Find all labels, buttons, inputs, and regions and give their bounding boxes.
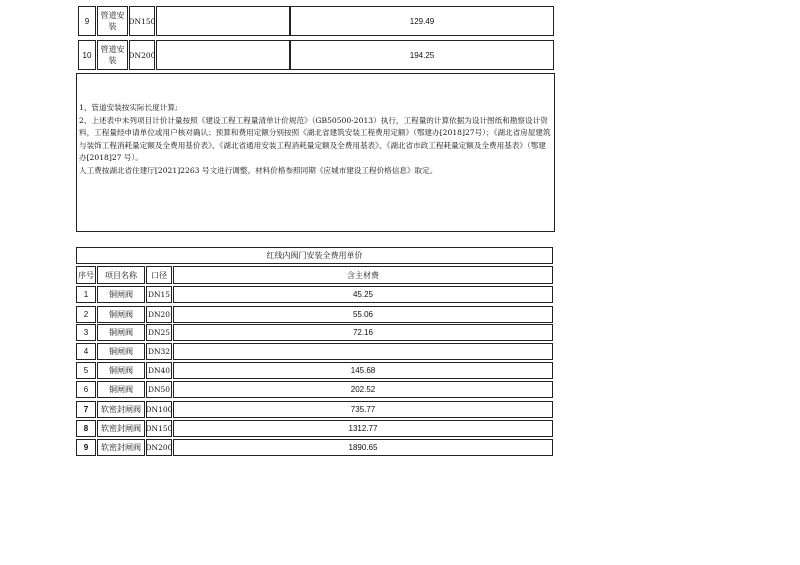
row-seq: 2 [76,306,96,323]
row-price: 1312.77 [173,420,553,437]
row-caliber: DN150 [146,420,172,437]
row-caliber: DN32 [146,343,172,360]
row-name: 软密封闸阀 [97,420,145,437]
notes-box [76,73,555,232]
row-price [173,343,553,360]
row-caliber: DN40 [146,362,172,379]
row-name: 软密封闸阀 [97,401,145,418]
row-seq: 3 [76,324,96,341]
header-seq: 序号 [76,266,96,284]
pipe-value-cell: 194.25 [290,40,554,70]
row-name: 铜闸阀 [97,343,145,360]
pipe-spec-cell: DN200 [129,40,155,70]
row-name: 铜闸阀 [97,324,145,341]
note-line-1: 1、管道安装按实际长度计算; [79,103,178,112]
row-seq: 8 [76,420,96,437]
row-price: 202.52 [173,381,553,398]
row-price: 72.16 [173,324,553,341]
header-caliber: 口径 [146,266,172,284]
row-seq: 1 [76,286,96,303]
note-line-3: 人工费按湖北省住建厅[2021]2263 号文进行调整。材料价格参照同期《应城市建设工程价格信息》取定。 [79,165,438,175]
row-caliber: DN15 [146,286,172,303]
row-price: 55.06 [173,306,553,323]
row-seq: 7 [76,401,96,418]
pipe-spec-cell: DN150 [129,6,155,36]
row-seq: 6 [76,381,96,398]
row-caliber: DN20 [146,306,172,323]
header-price: 含主材费 [173,266,553,284]
row-price: 735.77 [173,401,553,418]
row-caliber: DN25 [146,324,172,341]
row-name: 铜闸阀 [97,286,145,303]
pipe-seq-cell: 10 [78,40,96,70]
row-price: 45.25 [173,286,553,303]
pipe-item-cell: 管道安装 [97,40,128,70]
pipe-item-cell: 管道安装 [97,6,128,36]
pipe-blank-cell [156,6,290,36]
row-seq: 5 [76,362,96,379]
row-caliber: DN100 [146,401,172,418]
row-caliber: DN50 [146,381,172,398]
valve-table-title: 红线内阀门安装全费用单价 [76,247,553,264]
row-seq: 4 [76,343,96,360]
note-line-2: 2、上述表中未列项目计价计量按照《建设工程工程量清单计价规范》（GB50500-2013）执行，工程量的计算依据为设计图纸和勘察设计资料，工程量经申请单位或用户核对确认；预算和费用定额分别按照《湖北省建筑安装工程费用定额》（鄂建办[2018]27号）；《湖北省房屋建筑与装饰工程消耗量定额及全费用基价表》、《湖北省通用安装工程消耗量定额及全费用基表》、《湖北省市政工程耗量定额及全费用基表》（鄂建办[2018]27 号）。 [79,115,551,162]
row-seq: 9 [76,439,96,456]
row-name: 铜闸阀 [97,381,145,398]
header-name: 项目名称 [97,266,145,284]
row-name: 软密封闸阀 [97,439,145,456]
row-price: 1890.65 [173,439,553,456]
row-caliber: DN200 [146,439,172,456]
pipe-blank-cell [156,40,290,70]
pipe-seq-cell: 9 [78,6,96,36]
pipe-value-cell: 129.49 [290,6,554,36]
row-price: 145.68 [173,362,553,379]
row-name: 铜闸阀 [97,362,145,379]
row-name: 铜闸阀 [97,306,145,323]
